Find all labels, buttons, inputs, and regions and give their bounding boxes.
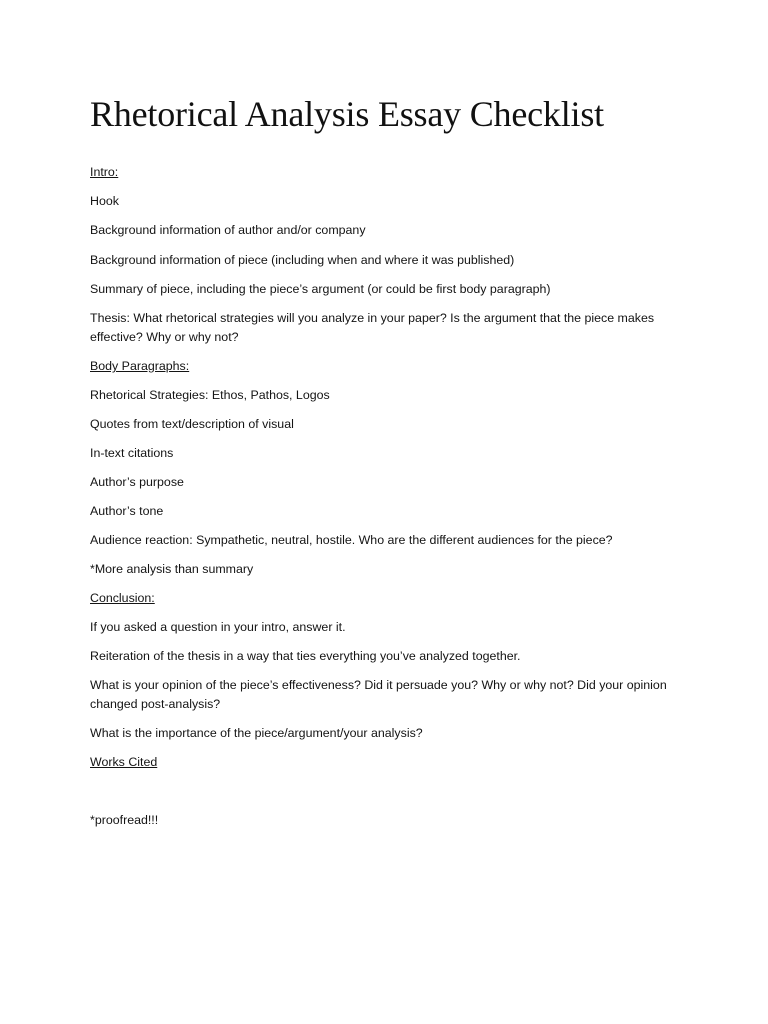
- body-item-tone: Author’s tone: [90, 504, 164, 518]
- intro-item-thesis: Thesis: What rhetorical strategies will you analyze in your paper? Is the argument that the piece makes effective? Why or why not?: [90, 311, 655, 344]
- body-item-analysis-note: *More analysis than summary: [90, 562, 254, 576]
- intro-item-summary: Summary of piece, including the piece’s argument (or could be first body paragraph): [90, 282, 551, 296]
- conclusion-item-reiteration: Reiteration of the thesis in a way that ties everything you’ve analyzed together.: [90, 649, 521, 663]
- body-item-audience-reaction: Audience reaction: Sympathetic, neutral, hostile. Who are the different audiences for the piece?: [90, 533, 613, 547]
- conclusion-item-opinion: What is your opinion of the piece’s effectiveness? Did it persuade you? Why or why not? Did your opinion changed post-analysis?: [90, 678, 667, 711]
- conclusion-item-answer-question: If you asked a question in your intro, answer it.: [90, 620, 346, 634]
- intro-item-hook: Hook: [90, 194, 119, 208]
- section-heading-intro: Intro:: [90, 165, 119, 179]
- proofread-note: *proofread!!!: [90, 813, 159, 827]
- section-heading-works-cited: Works Cited: [90, 755, 158, 769]
- conclusion-item-importance: What is the importance of the piece/argument/your analysis?: [90, 726, 423, 740]
- section-heading-conclusion: Conclusion:: [90, 591, 155, 605]
- intro-item-author-background: Background information of author and/or company: [90, 223, 366, 237]
- body-item-citations: In-text citations: [90, 446, 174, 460]
- body-item-purpose: Author’s purpose: [90, 475, 184, 489]
- page-title: Rhetorical Analysis Essay Checklist: [90, 94, 604, 134]
- body-item-quotes: Quotes from text/description of visual: [90, 417, 294, 431]
- section-heading-body-paragraphs: Body Paragraphs:: [90, 359, 190, 373]
- body-item-rhetorical-strategies: Rhetorical Strategies: Ethos, Pathos, Logos: [90, 388, 330, 402]
- intro-item-piece-background: Background information of piece (including when and where it was published): [90, 253, 515, 267]
